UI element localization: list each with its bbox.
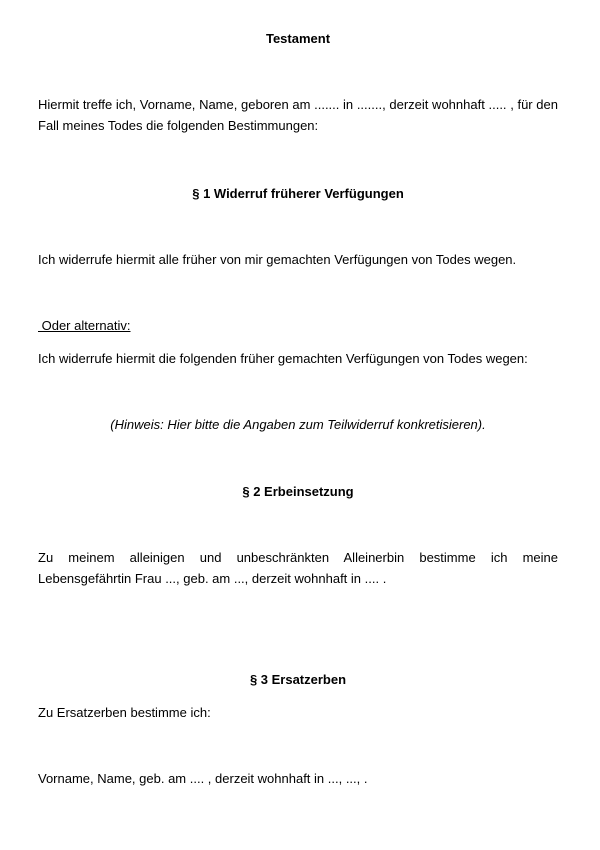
section1-heading: § 1 Widerruf früherer Verfügungen <box>192 186 404 201</box>
alternative-label-line <box>38 315 558 336</box>
document-title: Testament <box>265 31 331 46</box>
section1-alternative-text: Ich widerrufe hiermit die folgenden früher gemachten Verfügungen von Todes wegen: <box>38 351 528 366</box>
section1-text: Ich widerrufe hiermit alle früher von mir gemachten Verfügungen von Todes wegen. <box>38 252 517 267</box>
section2-heading: § 2 Erbeinsetzung <box>242 484 354 499</box>
section3-entry: Vorname, Name, geb. am .... , derzeit wohnhaft in ..., ..., . <box>38 771 368 786</box>
section3-heading: § 3 Ersatzerben <box>249 672 347 687</box>
hint-note: (Hinweis: Hier bitte die Angaben zum Teilwiderruf konkretisieren). <box>110 417 486 432</box>
alternative-label: Oder alternativ: <box>38 318 131 333</box>
intro-paragraph: Hiermit treffe ich, Vorname, Name, geboren am ....... in ......., derzeit wohnhaft ..... , für den Fall meines Todes die folgenden Bestimmungen: <box>38 97 558 133</box>
section2-text: Zu meinem alleinigen und unbeschränkten Alleinerbin bestimme ich meine Lebensgefährtin Frau ..., geb. am ..., derzeit wohnhaft in .... . <box>38 550 558 586</box>
section3-text: Zu Ersatzerben bestimme ich: <box>38 705 211 720</box>
